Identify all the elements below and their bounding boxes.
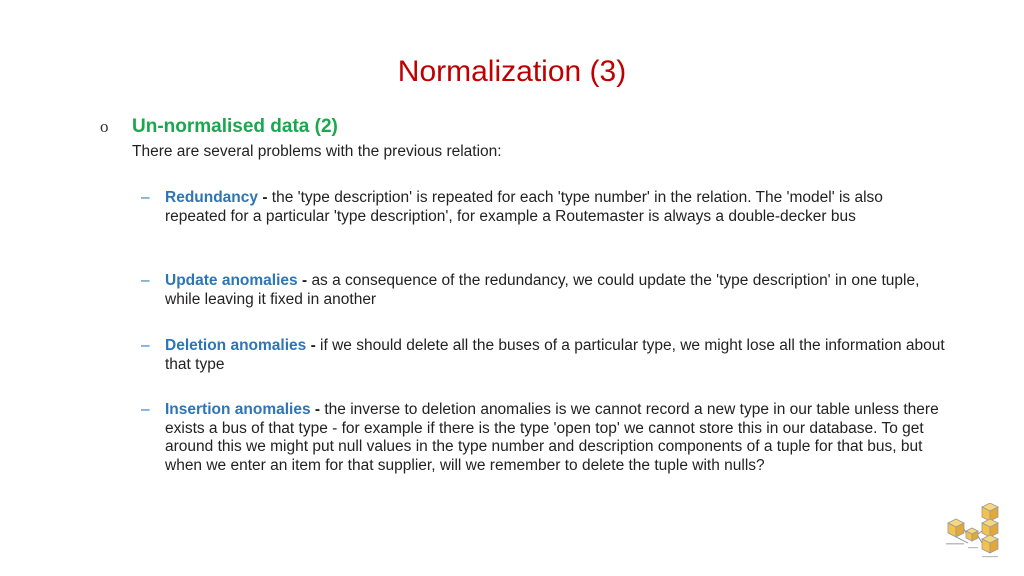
list-item-update-anomalies <box>141 272 945 309</box>
section-heading: Un-normalised data (2) <box>132 116 338 137</box>
item-separator: - <box>258 189 272 206</box>
list-item-insertion-anomalies <box>141 401 945 475</box>
item-term: Deletion anomalies <box>165 337 307 354</box>
dash-bullet: – <box>141 337 150 354</box>
item-separator: - <box>306 337 321 354</box>
stacked-boxes-logo-icon <box>942 503 1000 559</box>
item-term: Redundancy <box>165 189 259 206</box>
dash-bullet: – <box>141 272 150 289</box>
dash-bullet: – <box>141 401 150 418</box>
item-term: Update anomalies <box>165 272 298 289</box>
section-intro-text: There are several problems with the previous relation: <box>132 143 502 160</box>
list-item-deletion-anomalies <box>141 337 945 374</box>
level1-bullet: o <box>100 117 109 136</box>
item-text: if we should delete all the buses of a particular type, we might lose all the information about that type <box>165 337 945 373</box>
slide-title: Normalization (3) <box>397 55 627 88</box>
item-term: Insertion anomalies <box>165 401 311 418</box>
item-text: as a consequence of the redundancy, we could update the 'type description' in one tuple, while leaving it fixed in another <box>165 272 920 308</box>
list-item-redundancy <box>141 189 945 226</box>
item-text: the 'type description' is repeated for each 'type number' in the relation. The 'model' is also repeated for a particular 'type description', for example a Routemaster is always a double-decker bus <box>165 189 883 225</box>
item-separator: - <box>297 272 312 289</box>
dash-bullet: – <box>141 189 150 206</box>
item-text: the inverse to deletion anomalies is we cannot record a new type in our table unless there exists a bus of that type - for example if there is the type 'open top' we cannot store this in our database. To get around this we might put null values in the type number and description components of a tuple for that bus, but when we enter an item for that supplier, will we remember to delete the tuple with nulls? <box>165 401 939 474</box>
item-separator: - <box>310 401 325 418</box>
